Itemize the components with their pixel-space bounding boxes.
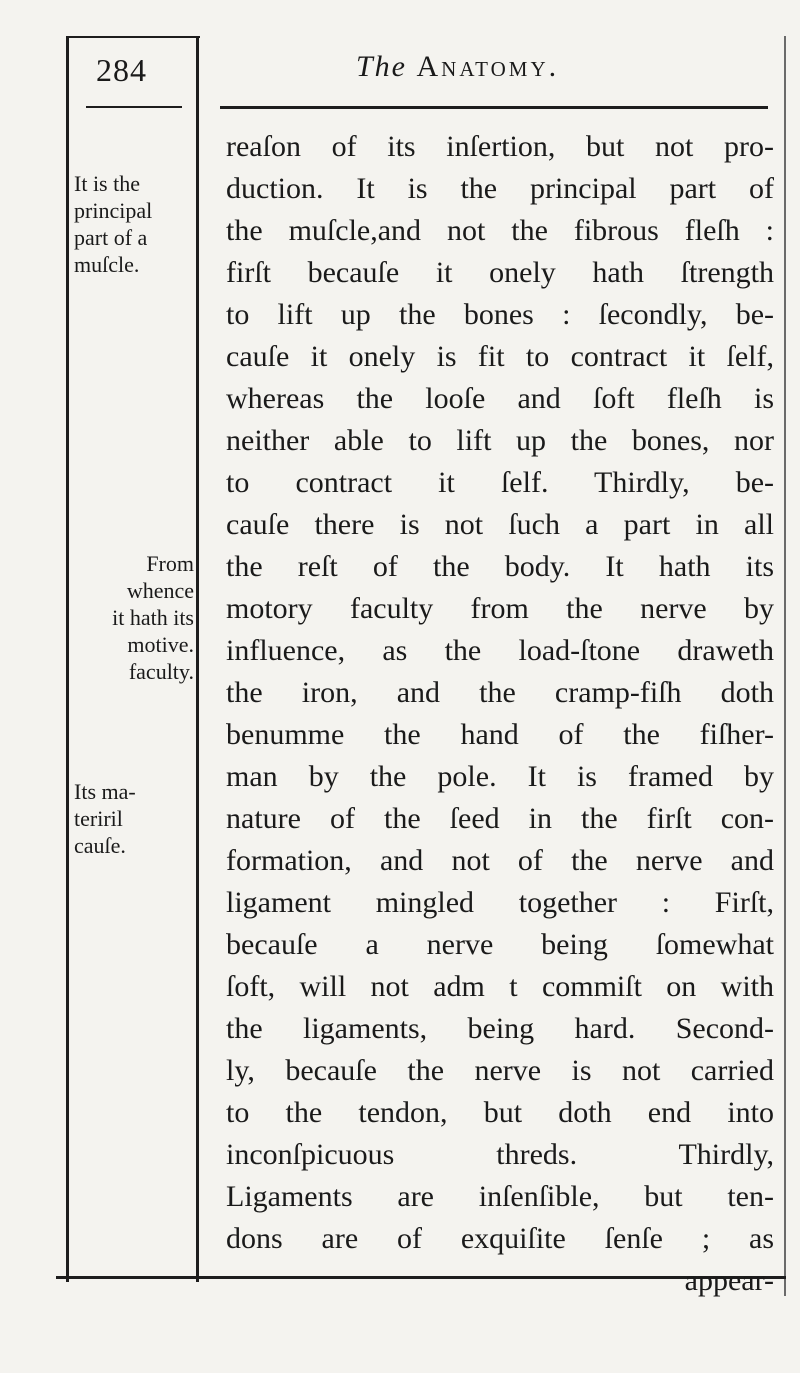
text-line: ligament mingled together : Firſt, (226, 886, 774, 919)
text-line: neither able to lift up the bones, nor (226, 424, 774, 457)
margin-note: Its ma- teriril cauſe. (74, 779, 136, 858)
page-number: 284 (96, 52, 147, 88)
running-head-title: Anatomy. (416, 50, 560, 83)
catchword: appear- (684, 1264, 774, 1297)
page-number-underline (86, 106, 182, 108)
text-line: to the tendon, but doth end into (226, 1096, 774, 1129)
margin-divider-rule (196, 36, 199, 1282)
text-line: benumme the hand of the fiſher- (226, 718, 774, 751)
text-line: whereas the looſe and ſoft fleſh is (226, 382, 774, 415)
running-head-prefix: The (356, 50, 407, 83)
text-line: to lift up the bones : ſecondly, be- (226, 298, 774, 331)
text-line: the muſcle,and not the fibrous fleſh : (226, 214, 774, 247)
text-line: to contract it ſelf. Thirdly, be- (226, 466, 774, 499)
text-line: Ligaments are inſenſible, but ten- (226, 1180, 774, 1213)
text-line: reaſon of its inſertion, but not pro- (226, 130, 774, 163)
running-head (356, 50, 559, 84)
text-line: the iron, and the cramp-fiſh doth (226, 676, 774, 709)
text-line: influence, as the load-ſtone draweth (226, 634, 774, 667)
text-line: firſt becauſe it onely hath ſtrength (226, 256, 774, 289)
text-line: inconſpicuous threds. Thirdly, (226, 1138, 774, 1171)
text-line: ly, becauſe the nerve is not carried (226, 1054, 774, 1087)
text-line: becauſe a nerve being ſomewhat (226, 928, 774, 961)
text-line: nature of the ſeed in the firſt con- (226, 802, 774, 835)
text-line: cauſe there is not ſuch a part in all (226, 508, 774, 541)
top-frame-rule (66, 36, 200, 38)
margin-note: It is the principal part of a muſcle. (74, 171, 153, 277)
text-line: the reſt of the body. It hath its (226, 550, 774, 583)
right-frame-rule (784, 36, 786, 1296)
text-line: duction. It is the principal part of (226, 172, 774, 205)
text-line: cauſe it onely is fit to contract it ſelf, (226, 340, 774, 373)
text-line: ſoft, will not adm t commiſt on with (226, 970, 774, 1003)
running-head-underline (220, 106, 768, 109)
text-line: the ligaments, being hard. Second- (226, 1012, 774, 1045)
margin-note: From whence it hath its motive. faculty. (112, 551, 194, 684)
text-line: motory faculty from the nerve by (226, 592, 774, 625)
body-text (226, 126, 774, 1302)
text-line: formation, and not of the nerve and (226, 844, 774, 877)
text-line: man by the pole. It is framed by (226, 760, 774, 793)
text-line: dons are of exquiſite ſenſe ; as (226, 1222, 774, 1255)
left-frame-rule (66, 36, 69, 1282)
